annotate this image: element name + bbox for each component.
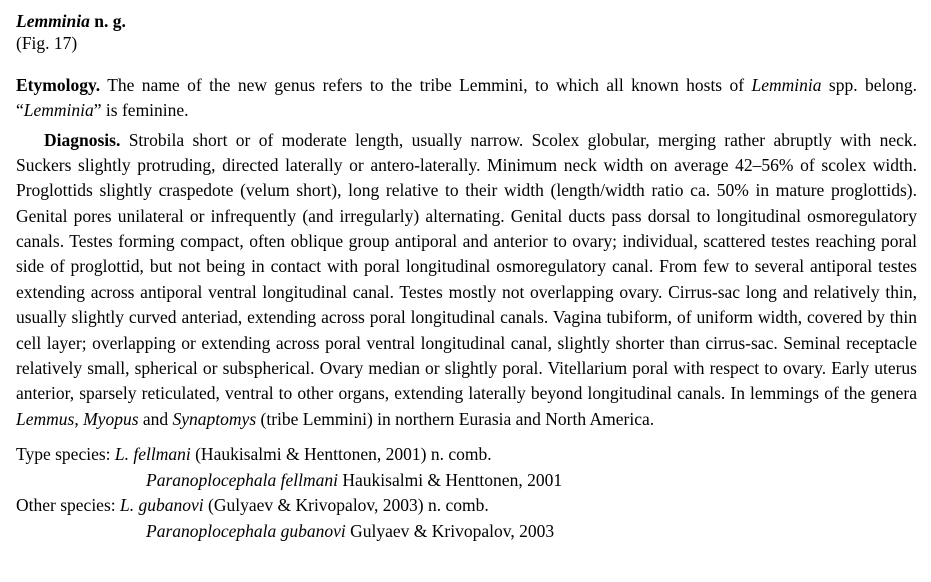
species-authority: (Gulyaev & Krivopalov, 2003) n. comb. xyxy=(208,495,489,516)
diagnosis-text-3: and xyxy=(138,408,173,429)
genus-name: Lemminia xyxy=(16,11,90,31)
diagnosis-paragraph xyxy=(16,128,917,433)
species-list xyxy=(16,442,917,545)
etymology-text-3: ” is feminine. xyxy=(93,100,189,121)
etymology-paragraph xyxy=(16,73,917,124)
species-authority: (Haukisalmi & Henttonen, 2001) n. comb. xyxy=(195,444,492,465)
diagnosis-text-2: , xyxy=(74,408,84,429)
host-genus-lemmus: Lemmus xyxy=(16,408,75,429)
etymology-genus-italic-1: Lemminia xyxy=(751,74,822,95)
species-name: L. fellmani xyxy=(114,444,191,465)
diagnosis-label: Diagnosis. xyxy=(44,129,121,150)
list-item xyxy=(16,442,917,468)
diagnosis-text-1: Strobila short or of moderate length, usually narrow. Scolex globular, merging rather abruptly with neck. Suckers slightly protruding, directed laterally or antero-laterally. Minimum neck width on average 42–56% of scolex width. Proglottids slightly craspedote (velum short), long relative to their width (length/width ratio ca. 50% in mature proglottids). Genital pores unilateral or infrequently (and irregularly) alternating. Genital ducts pass dorsal to longitudinal osmoregulatory canals. Testes forming compact, often oblique group antiporal and anterior to ovary; individual, scattered testes reaching poral side of proglottid, but not being in contact with poral longitudinal osmoregulatory canal. From few to several antiporal testes extending across antiporal ventral longitudinal canal. Testes mostly not overlapping ovary. Cirrus-sac long and relatively thin, usually slightly curved anteriad, extending across poral longitudinal canals. Vagina tubiform, of uniform width, covered by thin cell layer; overlapping or extending across poral ventral longitudinal canal, slightly shorter than cirrus-sac. Seminal receptacle relatively small, spherical or subspherical. Ovary median or slightly poral. Vitellarium poral with respect to ovary. Early uterus anterior, sparsely reticulated, ventral to other organs, extending laterally beyond longitudinal canals. In lemmings of the genera xyxy=(16,129,917,404)
etymology-label: Etymology. xyxy=(16,74,101,95)
etymology-text-1: The name of the new genus refers to the tribe Lemmini, to which all known hosts of xyxy=(100,74,752,95)
list-item xyxy=(16,468,917,494)
genus-heading xyxy=(16,10,917,32)
species-name: Paranoplocephala gubanovi xyxy=(146,521,346,542)
list-item xyxy=(16,519,917,545)
host-genus-myopus: Myopus xyxy=(83,408,139,429)
genus-rank-abbreviation: n. g. xyxy=(94,11,126,31)
figure-reference: (Fig. 17) xyxy=(16,33,78,54)
etymology-genus-italic-2: Lemminia xyxy=(23,100,94,121)
species-name: Paranoplocephala fellmani xyxy=(146,469,338,490)
species-label: Type species: xyxy=(16,444,111,465)
species-name: L. gubanovi xyxy=(120,495,204,516)
host-genus-synaptomys: Synaptomys xyxy=(172,408,257,429)
species-authority: Gulyaev & Krivopalov, 2003 xyxy=(350,521,555,542)
species-authority: Haukisalmi & Henttonen, 2001 xyxy=(342,469,563,490)
list-item xyxy=(16,493,917,519)
diagnosis-text-4: (tribe Lemmini) in northern Eurasia and North America. xyxy=(256,408,655,429)
etymology-text-2: spp. belong. “ xyxy=(16,74,917,121)
species-label: Other species: xyxy=(16,495,116,516)
